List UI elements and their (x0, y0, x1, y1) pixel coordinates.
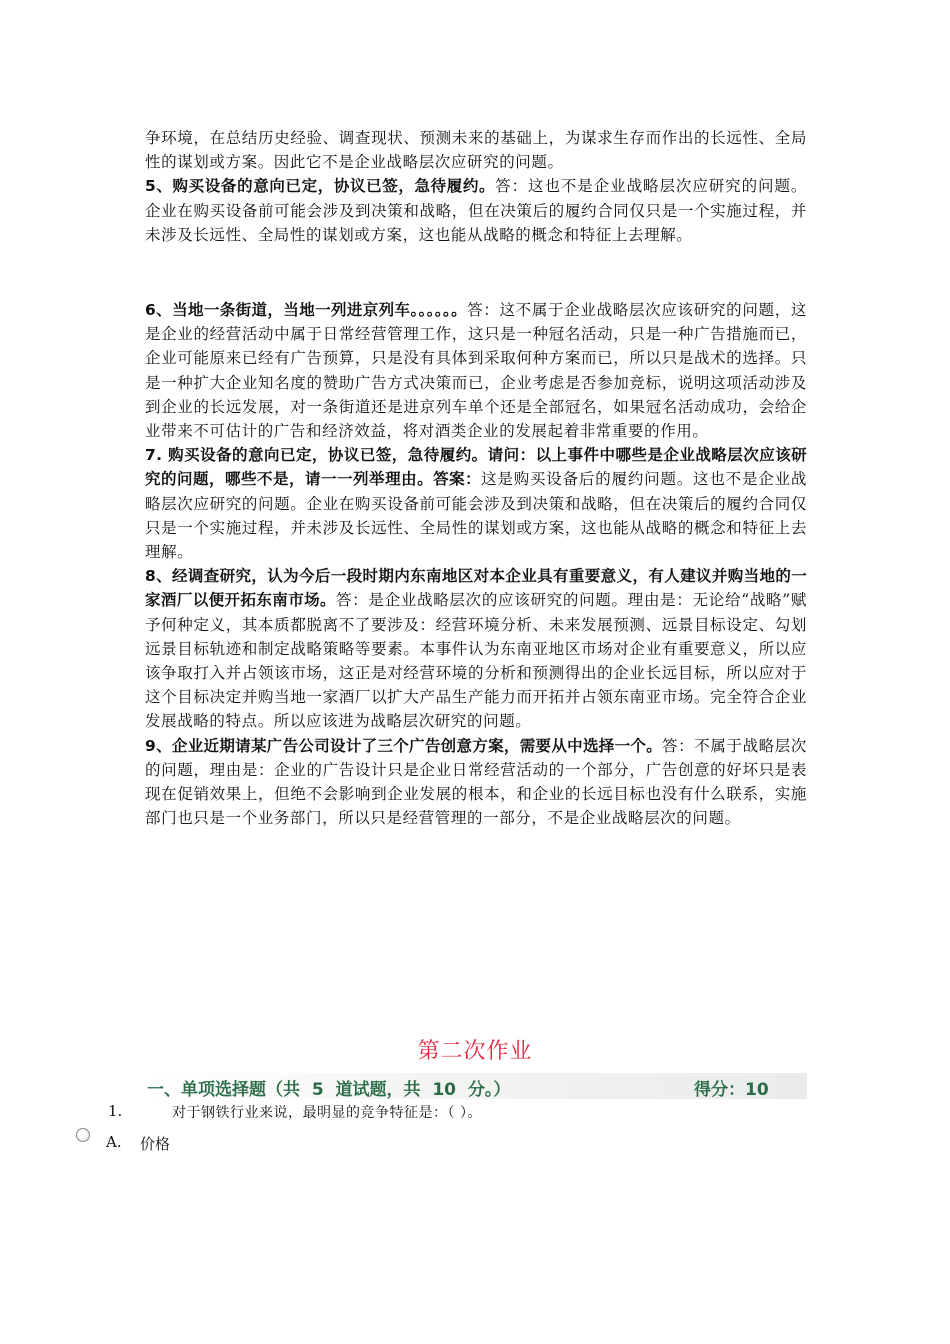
answer-block-2 (145, 298, 807, 830)
item-6-question: 6、当地一条街道，当地一列进京列车。。。。。。 (145, 301, 468, 319)
paragraph-item-8 (145, 564, 807, 733)
question-number: 1. (108, 1102, 123, 1120)
item-5-question: 5、购买设备的意向已定，协议已签，急待履约。 (145, 177, 496, 196)
item-9-question: 9、企业近期请某广告公司设计了三个广告创意方案，需要从中选择一个。 (145, 736, 663, 755)
paragraph-item-6 (145, 298, 807, 443)
answer-block-1 (145, 126, 807, 247)
item-8-answer: 答：是企业战略层次的应该研究的问题。理由是：无论给“战略”赋予何种定义，其本质都脱离不了要涉及：经营环境分析、未来发展预测、远景目标设定、勾划远景目标轨迹和制定战略策略等要素。本事件认为东南亚地区市场对企业有重要意义，所以应该争取打入并占领该市场，这正是对经营环境的分析和预测得出的企业长远目标，所以应对于这个目标决定并购当地一家酒厂以扩大产品生产能力而开拓并占领东南亚市场。完全符合企业发展战略的特点。所以应该进为战略层次研究的问题。 (145, 591, 807, 731)
question-text: 对于钢铁行业来说，最明显的竞争特征是：（ ）。 (172, 1105, 482, 1121)
option-a-text[interactable]: 价格 (140, 1135, 171, 1153)
assignment-title: 第二次作业 (417, 1039, 533, 1064)
item-8-question: 8、经调查研究，认为今后一段时期内东南地区对本企业具有重要意义，有人建议并购当地的一家酒厂以便开拓东南市场。 (145, 567, 807, 610)
paragraph-continuation: 争环境，在总结历史经验、调查现状、预测未来的基础上，为谋求生存而作出的长远性、全局性的谋划或方案。因此它不是企业战略层次应研究的问题。 (145, 129, 807, 172)
section-score: 得分：10 (694, 1080, 769, 1100)
item-9-answer: 答：不属于战略层次的问题，理由是：企业的广告设计只是企业日常经营活动的一个部分，广告创意的好坏只是表现在促销效果上，但绝不会影响到企业发展的根本，和企业的长远目标也没有什么联系，实施部门也只是一个业务部门，所以只是经营管理的一部分，不是企业战略层次的问题。 (145, 736, 807, 828)
item-5-answer: 答：这也不是企业战略层次应研究的问题。企业在购买设备前可能会涉及到决策和战略，但在决策后的履约合同仅只是一个实施过程，并未涉及长远性、全局性的谋划或方案，这也能从战略的概念和特征上去理解。 (145, 177, 807, 244)
paragraph-item-7 (145, 443, 807, 564)
option-a-label[interactable]: A. (106, 1133, 122, 1151)
item-7-answer: 这是购买设备后的履约问题。这也不是企业战略层次应研究的问题。企业在购买设备前可能会涉及到决策和战略，但在决策后的履约合同仅只是一个实施过程，并未涉及长远性、全局性的谋划或方案，这也能从战略的概念和特征上去理解。 (145, 470, 807, 562)
option-a-radio[interactable] (76, 1128, 90, 1142)
paragraph-item-5 (145, 174, 807, 247)
section-heading: 一、单项选择题（共 5 道试题，共 10 分。） (147, 1080, 511, 1100)
item-6-answer: 答：这不属于企业战略层次应该研究的问题，这是企业的经营活动中属于日常经营管理工作，这只是一种冠名活动，只是一种广告措施而已，企业可能原来已经有广告预算，只是没有具体到采取何种方案而已，所以只是战术的选择。只是一种扩大企业知名度的赞助广告方式决策而已，企业考虑是否参加竞标，说明这项活动涉及到企业的长远发展，对一条街道还是进京列车单个还是全部冠名，如果冠名活动成功，会给企业带来不可估计的广告和经济效益，将对酒类企业的发展起着非常重要的作用。 (145, 301, 808, 441)
item-7-question: 7. 购买设备的意向已定，协议已签，急待履约。请问：以上事件中哪些是企业战略层次应该研究的问题，哪些不是，请一一列举理由。答案： (145, 446, 807, 489)
paragraph-item-9 (145, 734, 807, 831)
